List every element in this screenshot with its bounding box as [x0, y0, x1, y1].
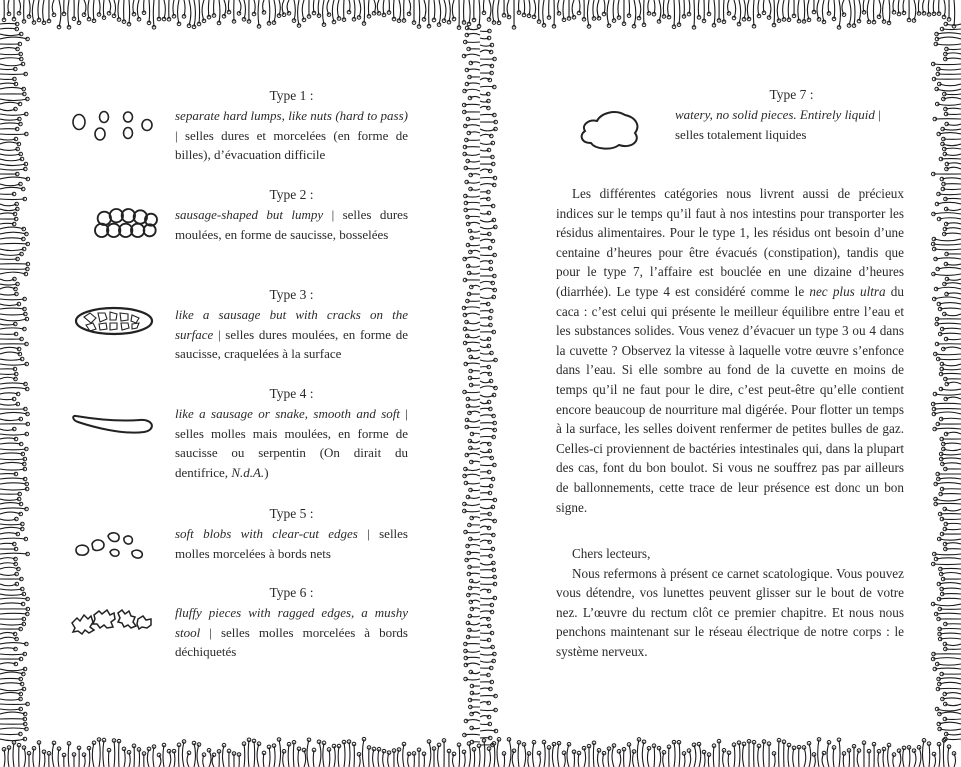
type-6-stool-icon — [68, 601, 158, 641]
type-title: Type 1 : — [269, 88, 314, 103]
closing-letter — [556, 544, 904, 662]
type-description: like a sausage or snake, smooth and soft | selles molles mais moulées, en forme de saucisse ou serpentin (On dirait du dentifrice, N.d.A.) — [175, 406, 408, 480]
type-7-stool-icon — [575, 103, 645, 153]
type-2-stool-icon — [86, 205, 176, 245]
type-3-stool-icon — [72, 303, 156, 339]
type-description: sausage-shaped but lumpy | selles dures moulées, en forme de saucisse, bosselées — [175, 207, 408, 242]
type-description: like a sausage but with cracks on the surface | selles dures moulées, en forme de saucisse, craquelées à la surface — [175, 307, 408, 361]
type-title: Type 7 : — [769, 87, 814, 102]
type-1-stool-icon — [66, 108, 156, 148]
type-title: Type 4 : — [269, 386, 314, 401]
body-paragraph: Les différentes catégories nous livrent aussi de précieux indices sur le temps qu’il faut à nos intestins pour transporter les résidus alimentaires. Pour le type 1, les résidus ont besoin d’une centaine d’heures pour être évacués (constipation), tandis que pour le type 7, l’affaire est bouclée en une dizaine d’heures (diarrhée). Le type 4 est considéré comme le nec plus ultra du caca : c’est celui qui présente le meilleur équilibre entre l’eau et les substances solides. Vous venez d’évacuer un type 3 ou 4 dans la cuvette ? Observez la vitesse à laquelle votre œuvre s’enfonce dans l’eau. Si elle sombre au fond de la cuvette en moins de temps qu’il ne faut pour le dire, c’est peut-être qu’elle contient encore beaucoup de nourriture mal digérée. Pour flotter un temps à la surface, les selles doivent renfermer de petites bulles de gaz. Celles-ci proviennent de bactéries intestinales qui, dans la plupart des cas, font du bon boulot. Si vous ne souffrez pas par ailleurs de ballonnements, cette trace de leur présence est donc un bon signe. — [556, 186, 904, 515]
type-title: Type 5 : — [269, 506, 314, 521]
type-description: separate hard lumps, like nuts (hard to pass) | selles dures et morcelées (en forme de billes), d’évacuation difficile — [175, 108, 408, 162]
type-description: fluffy pieces with ragged edges, a mushy stool | selles molles morcelées à bords déchiquetés — [175, 605, 408, 659]
type-4-stool-icon — [68, 402, 158, 442]
type-description: soft blobs with clear-cut edges | selles molles morcelées à bords nets — [175, 526, 408, 561]
closing-paragraph: Nous refermons à présent ce carnet scatologique. Vous pouvez vous détendre, vos lunettes peuvent glisser sur le bout de votre nez. L’œuvre du rectum clôt ce premier chapitre. Et nous nous penchons maintenant sur le réseau électrique de notre corps : le système nerveux. — [556, 565, 904, 659]
type-title: Type 6 : — [269, 585, 314, 600]
type-5-stool-icon — [70, 526, 160, 566]
salutation: Chers lecteurs, — [572, 546, 651, 561]
type-title: Type 3 : — [269, 287, 314, 302]
left-page — [0, 0, 480, 767]
right-page — [480, 0, 961, 767]
type-description: watery, no solid pieces. Entirely liquid | selles totalement liquides — [675, 107, 881, 142]
type-title: Type 2 : — [269, 187, 314, 202]
